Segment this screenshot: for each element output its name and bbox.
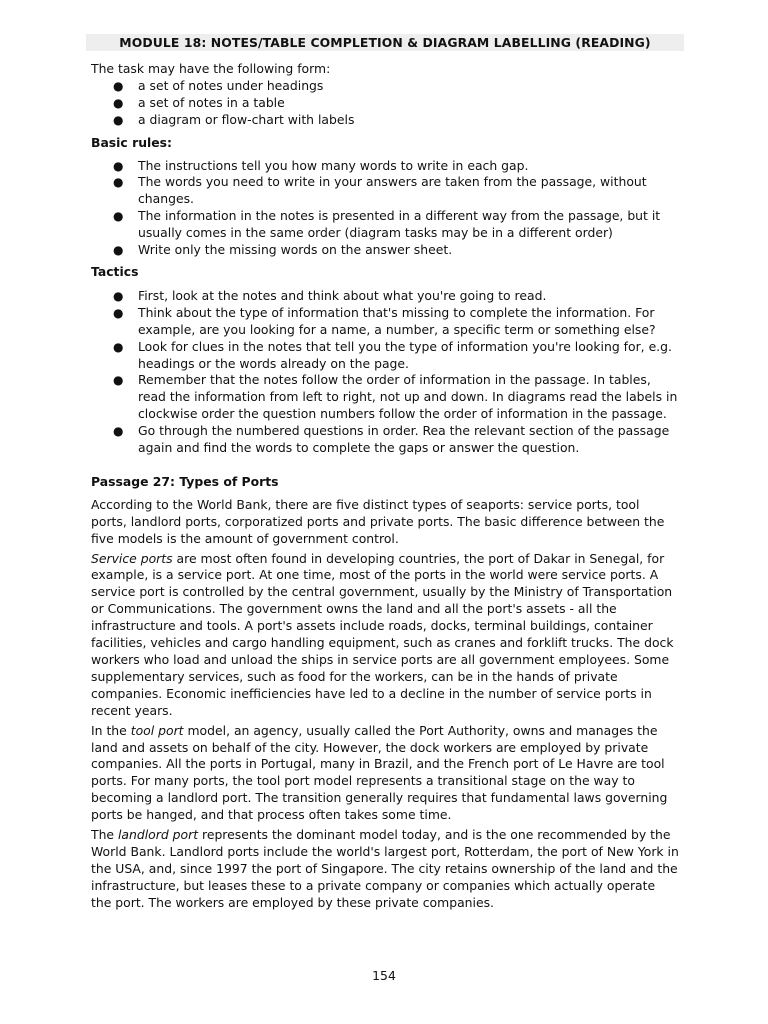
passage-paragraph-4: The landlord port represents the dominant model today, and is the one recommended by the World Bank. Landlord ports include the world's largest port, Rotterdam, the port of New York in the USA, and, since 1997 the port of Singapore. The city retains ownership of the land and the infrastructure, but leases these to a private company or companies which actually operate the port. The workers are employed by these private companies.	[91, 827, 679, 910]
passage-paragraph-1: According to the World Bank, there are five distinct types of seaports: service ports, tool ports, landlord ports, corporatized ports and private ports. The basic difference between the five models is the amount of government control.	[91, 496, 665, 546]
page-number: 154	[372, 968, 396, 983]
bullet-icon: ●	[113, 112, 124, 127]
term-landlord-port: landlord port	[117, 827, 199, 843]
bullet-icon: ●	[113, 209, 124, 224]
bullet-icon: ●	[113, 78, 124, 93]
task-form-list	[91, 78, 679, 129]
passage-paragraph-2: Service ports are most often found in developing countries, the port of Dakar in Senegal, for example, is a service port. At one time, most of the ports in the world were service ports. A service port is controlled by the central government, usually by the Ministry of Transportation or Communications. The government owns the land and all the port's assets - all the infrastructure and tools. A port's assets include roads, docks, terminal buildings, container facilities, vehicles and cargo handling equipment, such as cranes and forklift trucks. The dock workers who load and unload the ships in service ports are all government employees. Some supplementary services, such as food for the workers, can be in the hands of private companies. Economic inefficiencies have led to a decline in the number of service ports in recent years.	[91, 550, 674, 718]
module-title: MODULE 18: NOTES/TABLE COMPLETION & DIAGRAM LABELLING (READING)	[119, 35, 651, 50]
list-item: ● a set of notes under headings	[113, 77, 324, 93]
tactics-list	[91, 288, 679, 457]
bullet-icon: ●	[113, 288, 124, 303]
list-item: ● First, look at the notes and think about what you're going to read.	[113, 287, 547, 303]
list-item: ● Look for clues in the notes that tell you the type of information you're looking for, e.g. headings or the words already on the page.	[113, 338, 672, 371]
list-item: ● a set of notes in a table	[113, 94, 285, 110]
bullet-icon: ●	[113, 158, 124, 173]
bullet-icon: ●	[113, 339, 124, 354]
intro-text: The task may have the following form:	[91, 61, 331, 76]
list-item: ● Go through the numbered questions in order. Rea the relevant section of the passage again and find the words to complete the gaps or answer the question.	[113, 423, 670, 456]
passage-paragraph-3: In the tool port model, an agency, usually called the Port Authority, owns and manages the land and assets on behalf of the city. However, the dock workers are employed by private companies. All the ports in Portugal, many in Brazil, and the French port of Le Havre are tool ports. For many ports, the tool port model represents a transitional stage on the way to becoming a landlord port. The transition generally requires that fundamental laws governing ports be hanged, and that process often takes some time.	[91, 722, 668, 823]
term-tool-port: tool port	[130, 722, 184, 738]
list-item: ● Think about the type of information that's missing to complete the information. For example, are you looking for a name, a number, a specific term or something else?	[113, 304, 656, 337]
basic-rules-list	[91, 158, 679, 259]
module-header	[86, 34, 684, 51]
page-content	[91, 61, 679, 915]
list-item: ● The information in the notes is presented in a different way from the passage, but it usually comes in the same order (diagram tasks may be in a different order)	[113, 208, 661, 241]
list-item: ● a diagram or flow-chart with labels	[113, 111, 355, 127]
bullet-icon: ●	[113, 373, 124, 388]
list-item: ● Remember that the notes follow the order of information in the passage. In tables, read the information from left to right, not up and down. In diagrams read the labels in clockwise order the question numbers follow the order of information in the passage.	[113, 372, 678, 422]
bullet-icon: ●	[113, 95, 124, 110]
list-item: ● The words you need to write in your answers are taken from the passage, without changes.	[113, 174, 647, 207]
bullet-icon: ●	[113, 175, 124, 190]
bullet-icon: ●	[113, 305, 124, 320]
bullet-icon: ●	[113, 243, 124, 258]
list-item: ● Write only the missing words on the answer sheet.	[113, 242, 453, 258]
bullet-icon: ●	[113, 424, 124, 439]
list-item: ● The instructions tell you how many words to write in each gap.	[113, 157, 529, 173]
passage-title: Passage 27: Types of Ports	[91, 473, 279, 489]
basic-rules-heading: Basic rules:	[91, 134, 172, 150]
tactics-heading: Tactics	[91, 263, 139, 279]
term-service-ports: Service ports	[91, 550, 173, 566]
